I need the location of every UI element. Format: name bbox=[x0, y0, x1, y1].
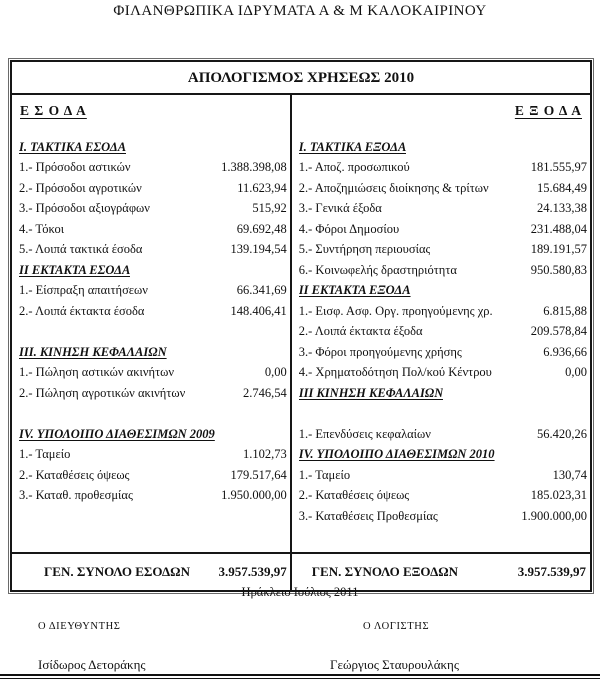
table-row bbox=[12, 342, 290, 363]
table-row bbox=[12, 486, 290, 507]
income-header bbox=[12, 101, 290, 129]
table-row bbox=[292, 445, 590, 466]
row-value: 185.023,31 bbox=[530, 488, 587, 503]
row-value: 179.517,64 bbox=[230, 467, 287, 482]
row-label: II ΕΚΤΑΚΤΑ ΕΞΟΔΑ bbox=[298, 283, 411, 298]
row-label: I. ΤΑΚΤΙΚΑ ΕΣΟΔΑ bbox=[19, 139, 127, 154]
row-value: 6.815,88 bbox=[543, 303, 587, 318]
table-row bbox=[292, 281, 590, 302]
row-label: IV. ΥΠΟΛΟΙΠΟ ΔΙΑΘΕΣΙΜΩΝ 2009 bbox=[19, 426, 215, 441]
table-row bbox=[292, 178, 590, 199]
income-total-value: 3.957.539,97 bbox=[218, 564, 287, 579]
table-row bbox=[292, 506, 590, 527]
expenses-rows bbox=[292, 137, 590, 527]
report-table bbox=[8, 58, 594, 594]
income-total-label: ΓΕΝ. ΣΥΝΟΛΟ ΕΣΟΔΩΝ bbox=[44, 564, 190, 579]
table-row bbox=[12, 424, 290, 445]
director-role-label: Ο ΔΙΕΥΘΥΝΤΗΣ bbox=[38, 621, 121, 632]
row-label: 2.- Πώληση αγροτικών ακινήτων bbox=[19, 385, 186, 400]
row-value: 0,00 bbox=[565, 365, 587, 380]
table-row bbox=[292, 240, 590, 261]
row-label: 3.- Φόροι προηγούμενης χρήσης bbox=[298, 344, 462, 359]
table-row bbox=[12, 240, 290, 261]
row-label: 4.- Φόροι Δημοσίου bbox=[298, 221, 400, 236]
row-value: 2.746,54 bbox=[243, 385, 287, 400]
table-row bbox=[292, 137, 590, 158]
row-label: IV. ΥΠΟΛΟΙΠΟ ΔΙΑΘΕΣΙΜΩΝ 2010 bbox=[298, 447, 495, 462]
accountant-signature-name: Γεώργιος Σταυρουλάκης bbox=[330, 657, 459, 672]
table-row bbox=[12, 260, 290, 281]
row-label: 1.- Εισφ. Ασφ. Οργ. προηγούμενης χρ. bbox=[298, 303, 493, 318]
row-label: 4.- Χρηματοδότηση Πολ/κού Κέντρου bbox=[298, 365, 492, 380]
row-label: 2.- Καταθέσεις όψεως bbox=[298, 488, 410, 503]
row-value: 0,00 bbox=[264, 365, 287, 380]
row-label: 1.- Πρόσοδοι αστικών bbox=[19, 160, 131, 175]
table-row bbox=[12, 465, 290, 486]
row-label: 1.- Πώληση αστικών ακινήτων bbox=[19, 365, 174, 380]
row-value: 231.488,04 bbox=[530, 221, 587, 236]
table-row bbox=[292, 322, 590, 343]
report-body bbox=[12, 95, 590, 552]
table-row bbox=[292, 260, 590, 281]
income-column bbox=[12, 95, 292, 552]
row-label: 3.- Γενικά έξοδα bbox=[298, 201, 382, 216]
table-row bbox=[12, 363, 290, 384]
table-row bbox=[292, 465, 590, 486]
row-label: 5.- Συντήρηση περιουσίας bbox=[298, 242, 431, 257]
row-value: 15.684,49 bbox=[537, 180, 587, 195]
row-label: 2.- Καταθέσεις όψεως bbox=[19, 467, 130, 482]
row-value: 1.900.000,00 bbox=[521, 508, 587, 523]
row-label: 1.- Αποζ. προσωπικού bbox=[298, 160, 410, 175]
row-label: 6.- Κοινωφελής δραστηριότητα bbox=[298, 262, 457, 277]
row-value: 6.936,66 bbox=[543, 344, 587, 359]
place-and-date: Ηράκλειο Ιούλιος 2011 bbox=[241, 585, 359, 599]
row-value: 24.133,38 bbox=[537, 201, 587, 216]
table-row bbox=[292, 301, 590, 322]
director-signature-name: Ισίδωρος Δετοράκης bbox=[38, 657, 146, 672]
expenses-column bbox=[292, 95, 590, 552]
row-label: 1.- Ταμείο bbox=[19, 447, 71, 462]
row-label: 3.- Καταθέσεις Προθεσμίας bbox=[298, 508, 438, 523]
expenses-header bbox=[292, 101, 590, 129]
row-value: 209.578,84 bbox=[530, 324, 587, 339]
row-value: 1.388.398,08 bbox=[221, 160, 287, 175]
row-value: 148.406,41 bbox=[230, 303, 287, 318]
row-value: 1.102,73 bbox=[243, 447, 287, 462]
accountant-role-label: Ο ΛΟΓΙΣΤΗΣ bbox=[363, 621, 430, 632]
row-value: 66.341,69 bbox=[236, 283, 287, 298]
table-row bbox=[292, 342, 590, 363]
income-rows bbox=[12, 137, 290, 527]
row-label: II ΕΚΤΑΚΤΑ ΕΣΟΔΑ bbox=[19, 262, 131, 277]
row-label: I. ΤΑΚΤΙΚΑ ΕΞΟΔΑ bbox=[298, 139, 407, 154]
row-label: 1.- Ταμείο bbox=[298, 467, 351, 482]
table-row bbox=[12, 219, 290, 240]
table-row bbox=[12, 158, 290, 179]
row-value: 189.191,57 bbox=[530, 242, 587, 257]
row-label: 2.- Λοιπά έκτακτα έξοδα bbox=[298, 324, 423, 339]
table-row bbox=[292, 219, 590, 240]
table-row bbox=[12, 178, 290, 199]
income-header-label: Ε Σ Ο Δ Α bbox=[20, 103, 87, 118]
row-label: 4.- Τόκοι bbox=[19, 221, 65, 236]
row-label: 5.- Λοιπά τακτικά έσοδα bbox=[19, 242, 143, 257]
table-row bbox=[292, 199, 590, 220]
expenses-total-label: ΓΕΝ. ΣΥΝΟΛΟ ΕΞΟΔΩΝ bbox=[311, 564, 459, 579]
row-value: 1.950.000,00 bbox=[221, 488, 287, 503]
table-row bbox=[12, 445, 290, 466]
row-label: 2.- Πρόσοδοι αγροτικών bbox=[19, 180, 142, 195]
row-value: 56.420,26 bbox=[537, 426, 587, 441]
expenses-header-label: Ε Ξ Ο Δ Α bbox=[514, 103, 582, 118]
table-row bbox=[12, 301, 290, 322]
table-row bbox=[12, 137, 290, 158]
row-label: 2.- Αποζημιώσεις διοίκησης & τρίτων bbox=[298, 180, 489, 195]
expenses-total-value: 3.957.539,97 bbox=[517, 564, 586, 579]
row-value: 515,92 bbox=[252, 201, 287, 216]
row-value: 69.692,48 bbox=[236, 221, 287, 236]
table-row bbox=[12, 281, 290, 302]
table-row bbox=[292, 486, 590, 507]
table-row bbox=[12, 383, 290, 404]
table-row bbox=[292, 383, 590, 404]
row-label: 1.- Επενδύσεις κεφαλαίων bbox=[298, 426, 431, 441]
table-row bbox=[292, 424, 590, 445]
row-label: 2.- Λοιπά έκτακτα έσοδα bbox=[19, 303, 145, 318]
row-label: 3.- Καταθ. προθεσμίας bbox=[19, 488, 133, 503]
row-value: 950.580,83 bbox=[530, 262, 587, 277]
row-value: 181.555,97 bbox=[530, 160, 587, 175]
row-label: III. ΚΙΝΗΣΗ ΚΕΦΑΛΑΙΩΝ bbox=[19, 344, 167, 359]
document-title: ΦΙΛΑΝΘΡΩΠΙΚΑ ΙΔΡΥΜΑΤΑ Α & Μ ΚΑΛΟΚΑΙΡΙΝΟΥ bbox=[113, 3, 487, 19]
row-label: III ΚΙΝΗΣΗ ΚΕΦΑΛΑΙΩΝ bbox=[298, 385, 444, 400]
row-value: 11.623,94 bbox=[237, 180, 287, 195]
table-row bbox=[12, 199, 290, 220]
table-row bbox=[292, 363, 590, 384]
table-row bbox=[292, 158, 590, 179]
page-bottom-rule bbox=[0, 674, 600, 679]
row-label: 3.- Πρόσοδοι αξιογράφων bbox=[19, 201, 150, 216]
row-value: 139.194,54 bbox=[230, 242, 287, 257]
row-value: 130,74 bbox=[552, 467, 587, 482]
report-title: ΑΠΟΛΟΓΙΣΜΟΣ ΧΡΗΣΕΩΣ 2010 bbox=[12, 62, 590, 95]
row-label: 1.- Είσπραξη απαιτήσεων bbox=[19, 283, 148, 298]
